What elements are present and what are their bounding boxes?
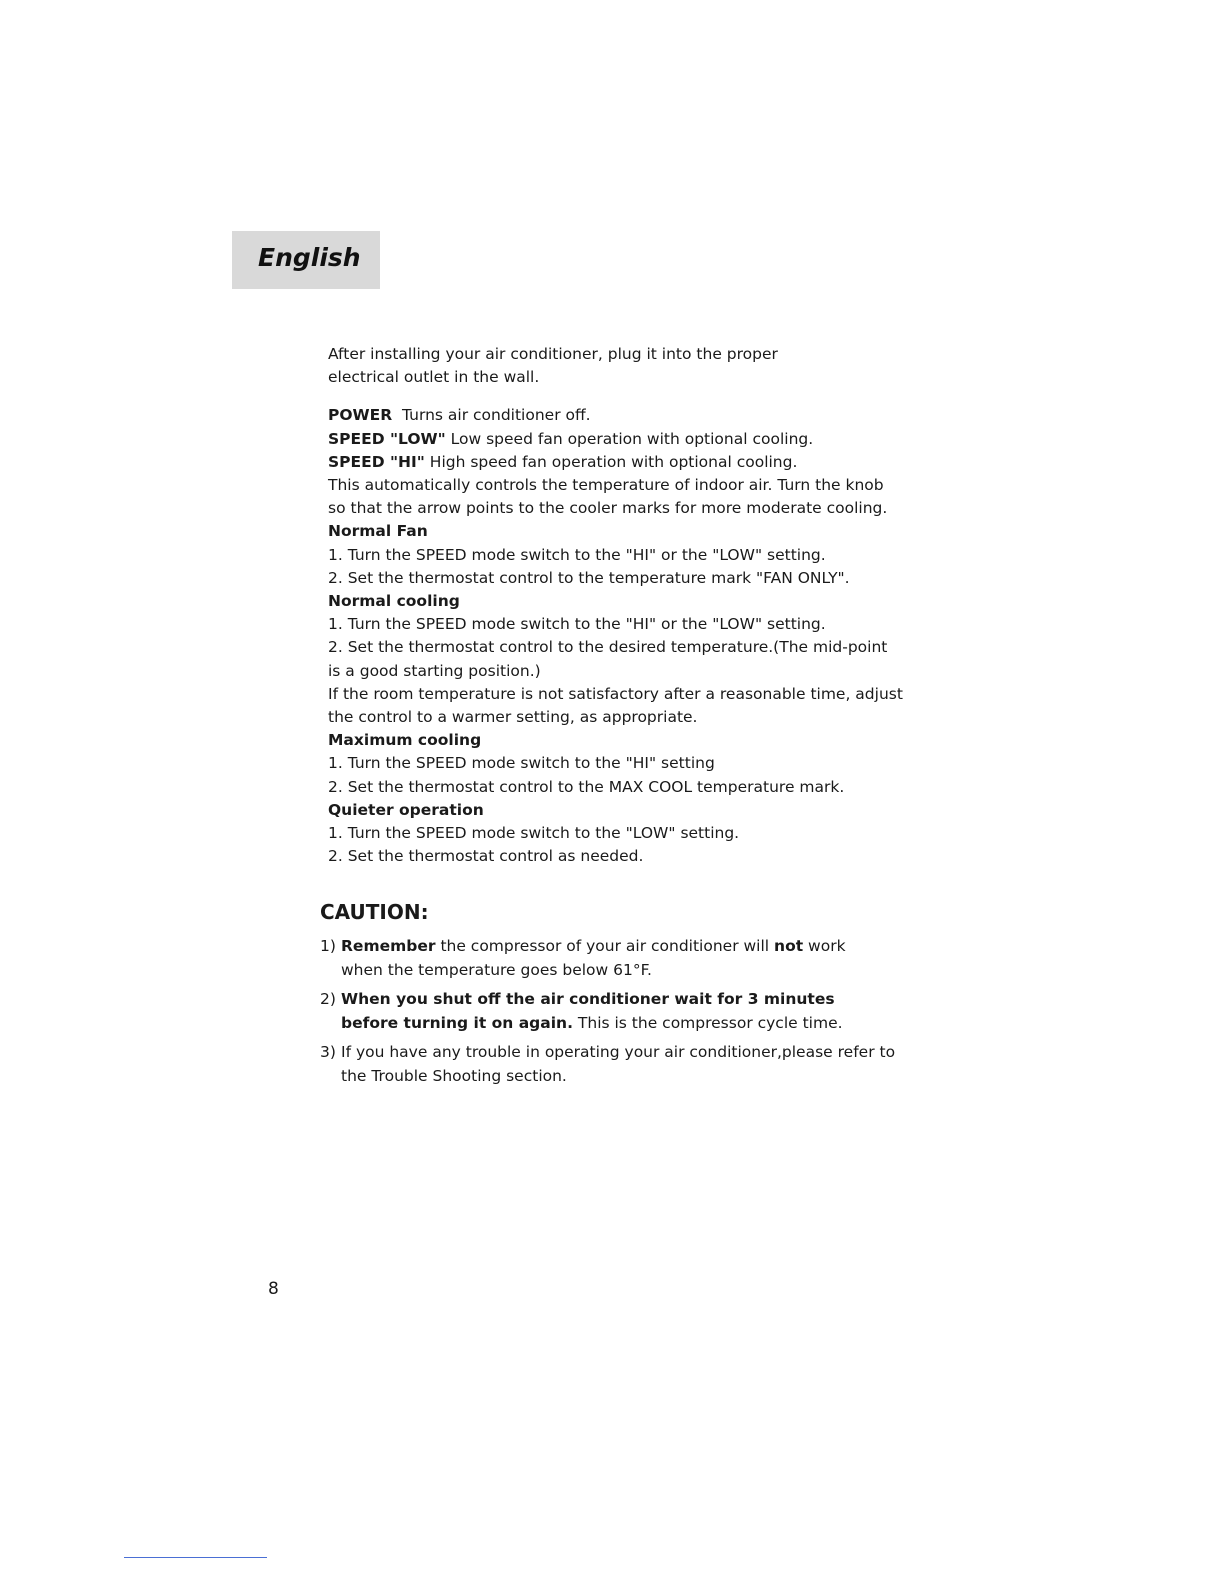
caution-item-2-text: This is the compressor cycle time.	[572, 1014, 843, 1032]
caution-item-2	[320, 987, 900, 1035]
normal-cooling-step-1: 1. Turn the SPEED mode switch to the "HI" or the "LOW" setting.	[328, 615, 826, 634]
operating-instructions	[328, 343, 903, 868]
normal-fan-step-2: 2. Set the thermostat control to the temperature mark "FAN ONLY".	[328, 568, 850, 587]
speed-hi-description	[328, 451, 898, 474]
normal-fan-heading: Normal Fan	[328, 522, 428, 541]
maximum-cooling-heading: Maximum cooling	[328, 731, 482, 750]
normal-cooling-note-b: the control to a warmer setting, as appropriate.	[328, 708, 698, 727]
speed-low-text: Low speed fan operation with optional cooling.	[450, 429, 814, 448]
caution-item-2-number: 2)	[320, 990, 336, 1008]
caution-item-3-number: 3)	[320, 1043, 336, 1061]
language-label: English	[258, 243, 361, 272]
speed-low-label: SPEED "LOW"	[328, 429, 446, 448]
normal-fan-step-1: 1. Turn the SPEED mode switch to the "HI" or the "LOW" setting.	[328, 545, 826, 564]
intro-line-2: electrical outlet in the wall.	[328, 368, 540, 387]
thermostat-line-2: so that the arrow points to the cooler marks for more moderate cooling.	[328, 499, 888, 518]
caution-item-2-bold-line-2: before turning it on again.	[341, 1014, 573, 1032]
caution-item-1-line-2: when the temperature goes below 61°F.	[341, 961, 652, 979]
caution-item-3	[320, 1040, 900, 1088]
caution-section	[320, 900, 900, 1093]
caution-item-1-text-2: work	[803, 937, 846, 955]
caution-item-1-bold-1: Remember	[341, 937, 436, 955]
caution-item-3-line-1: If you have any trouble in operating your air conditioner,please refer to	[341, 1043, 896, 1061]
caution-heading: CAUTION:	[320, 900, 429, 924]
intro-line-1: After installing your air conditioner, plug it into the proper	[328, 345, 778, 363]
caution-item-1-number: 1)	[320, 937, 336, 955]
caution-item-3-line-2: the Trouble Shooting section.	[341, 1067, 567, 1085]
thermostat-line-1: This automatically controls the temperature of indoor air. Turn the knob	[328, 476, 884, 495]
speed-low-description	[328, 428, 898, 451]
quieter-operation-step-2: 2. Set the thermostat control as needed.	[328, 847, 644, 866]
normal-cooling-heading: Normal cooling	[328, 592, 460, 611]
quieter-operation-heading: Quieter operation	[328, 800, 484, 819]
caution-item-1-text-1: the compressor of your air conditioner will	[435, 937, 775, 955]
normal-cooling-note-a: If the room temperature is not satisfactory after a reasonable time, adjust	[328, 684, 903, 703]
maximum-cooling-step-1: 1. Turn the SPEED mode switch to the "HI" setting	[328, 754, 715, 773]
caution-item-1-bold-2: not	[774, 937, 804, 955]
normal-cooling-step-2a: 2. Set the thermostat control to the desired temperature.(The mid-point	[328, 638, 888, 657]
page-number: 8	[268, 1279, 279, 1299]
caution-item-2-bold-line-1: When you shut off the air conditioner wait for 3 minutes	[341, 990, 835, 1008]
caution-item-1	[320, 934, 900, 982]
quieter-operation-step-1: 1. Turn the SPEED mode switch to the "LOW" setting.	[328, 824, 740, 843]
speed-hi-text: High speed fan operation with optional cooling.	[429, 452, 798, 471]
normal-cooling-step-2b: is a good starting position.)	[328, 661, 541, 680]
speed-hi-label: SPEED "HI"	[328, 452, 425, 471]
language-tab	[232, 231, 380, 289]
power-label: POWER	[328, 406, 393, 425]
footer-rule	[124, 1557, 267, 1558]
power-description	[328, 404, 898, 427]
maximum-cooling-step-2: 2. Set the thermostat control to the MAX COOL temperature mark.	[328, 777, 845, 796]
power-text: Turns air conditioner off.	[402, 406, 591, 425]
